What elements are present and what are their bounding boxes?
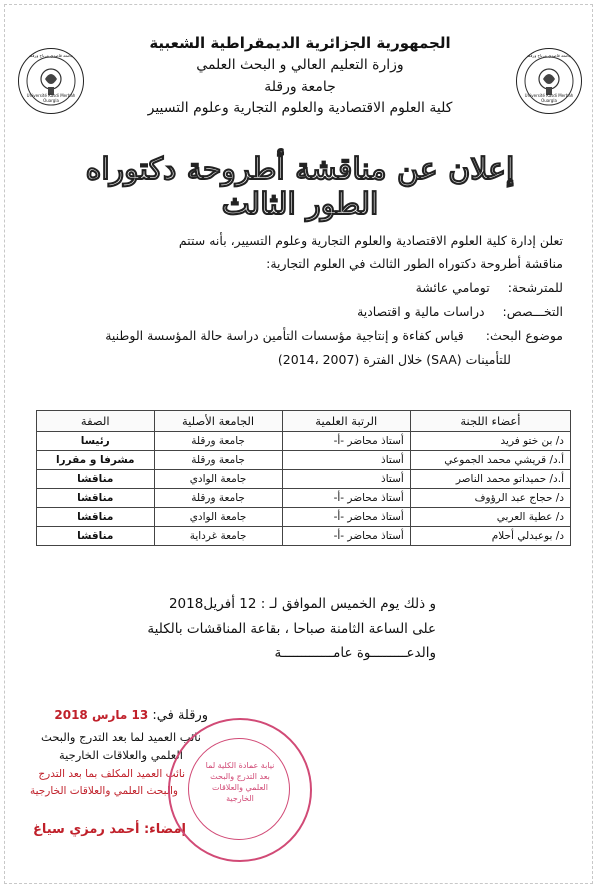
seal-latin-label: Université Kasdi Merbah Ouargla [524, 93, 574, 103]
defense-date: و ذلك يوم الخميس الموافق لـ : 12 أفريل2018 [168, 596, 436, 612]
university-seal-left [18, 48, 84, 114]
seal-emblem-icon [517, 49, 581, 113]
member-name: د/ حجاج عبد الرؤوف [410, 489, 570, 508]
member-university: جامعة ورقلة [154, 489, 282, 508]
stamp-date: 13 مارس 2018 [54, 708, 149, 722]
table-row [37, 451, 571, 470]
signer-name: إمضاء: أحمد رمزي سياغ [32, 822, 186, 837]
header-ministry: وزارة التعليم العالي و البحث العلمي [196, 57, 404, 73]
candidate-label: للمترشحة: [507, 280, 563, 295]
member-university: جامعة ورقلة [154, 451, 282, 470]
header-university: جامعة ورقلة [264, 79, 336, 95]
member-rank: أستاذ محاضر -أ- [282, 432, 410, 451]
seal-emblem-icon [19, 49, 83, 113]
committee-table [36, 410, 571, 546]
member-role: رئيسا [37, 432, 155, 451]
intro-line-2: مناقشة أطروحة دكتوراه الطور الثالث في العلوم التجارية: [266, 256, 563, 271]
seal-label: جامعة قاصدي مرباح ورقلة [29, 53, 73, 58]
member-name: د/ عطية العربي [410, 508, 570, 527]
member-role: مناقشا [37, 527, 155, 546]
university-seal-right [516, 48, 582, 114]
topic-row [105, 328, 563, 343]
official-stamp [168, 718, 312, 862]
col-header-member: أعضاء اللجنة [410, 411, 570, 432]
member-rank: أستاذ محاضر -أ- [282, 527, 410, 546]
table-row [37, 470, 571, 489]
member-name: د/ بن ختو فريد [410, 432, 570, 451]
announcement-title: إعلان عن مناقشة أطروحة دكتوراه الطور الثالث [85, 152, 515, 222]
place-date-label: ورقلة في: [152, 708, 208, 723]
specialty-label: التخـــصص: [502, 304, 563, 319]
specialty-row [357, 304, 563, 319]
table-row [37, 432, 571, 451]
topic-label: موضوع البحث: [485, 328, 563, 343]
member-university: جامعة الوادي [154, 470, 282, 489]
seal-latin-label: Université Kasdi Merbah Ouargla [26, 93, 76, 103]
member-rank: أستاذ [282, 451, 410, 470]
member-university: جامعة غرداية [154, 527, 282, 546]
member-university: جامعة ورقلة [154, 432, 282, 451]
signer-stamp-title-1: نائب العميد المكلف بما بعد التدرج [38, 768, 185, 780]
member-university: جامعة الوادي [154, 508, 282, 527]
header-republic: الجمهورية الجزائرية الديمقراطية الشعبية [149, 34, 451, 52]
defense-time-place: على الساعة الثامنة صباحا ، بقاعة المناقشات بالكلية [147, 621, 436, 637]
table-row [37, 489, 571, 508]
table-row [37, 508, 571, 527]
member-rank: أستاذ [282, 470, 410, 489]
member-rank: أستاذ محاضر -أ- [282, 508, 410, 527]
member-role: مناقشا [37, 508, 155, 527]
topic-value: قياس كفاءة و إنتاجية مؤسسات التأمين دراسة حالة المؤسسة الوطنية [105, 328, 464, 343]
invitation: والدعـــــــــوة عامـــــــــــــة [274, 645, 436, 661]
member-role: مناقشا [37, 489, 155, 508]
seal-label: جامعة قاصدي مرباح ورقلة [527, 53, 571, 58]
header-faculty: كلية العلوم الاقتصادية والعلوم التجارية وعلوم التسيير [147, 100, 453, 116]
col-header-rank: الرتبة العلمية [282, 411, 410, 432]
member-role: مناقشا [37, 470, 155, 489]
member-name: د/ بوعبدلي أحلام [410, 527, 570, 546]
member-role: مشرفا و مقررا [37, 451, 155, 470]
table-row [37, 527, 571, 546]
member-name: أ.د/ قريشي محمد الجموعي [410, 451, 570, 470]
table-header-row [37, 411, 571, 432]
specialty-value: دراسات مالية و اقتصادية [357, 304, 485, 319]
signer-title-2: العلمي والعلاقات الخارجية [58, 748, 183, 762]
col-header-role: الصفة [37, 411, 155, 432]
col-header-university: الجامعة الأصلية [154, 411, 282, 432]
signer-title-1: نائب العميد لما بعد التدرج والبحث [41, 730, 201, 744]
signer-stamp-title-2: والبحث العلمي والعلاقات الخارجية [29, 785, 178, 797]
candidate-row [416, 280, 563, 295]
member-name: أ.د/ حميداتو محمد الناصر [410, 470, 570, 489]
signature-place-date [54, 708, 208, 723]
member-rank: أستاذ محاضر -أ- [282, 489, 410, 508]
stamp-label: نيابة عمادة الكلية لما بعد التدرج والبحث العلمي والعلاقات الخارجية [205, 761, 275, 803]
intro-line-1: تعلن إدارة كلية العلوم الاقتصادية والعلوم التجارية وعلوم التسيير، بأنه ستتم [178, 233, 563, 248]
topic-value-continued: للتأمينات (SAA) خلال الفترة (2007 ،2014) [277, 352, 511, 367]
candidate-name: تومامي عائشة [415, 280, 490, 295]
